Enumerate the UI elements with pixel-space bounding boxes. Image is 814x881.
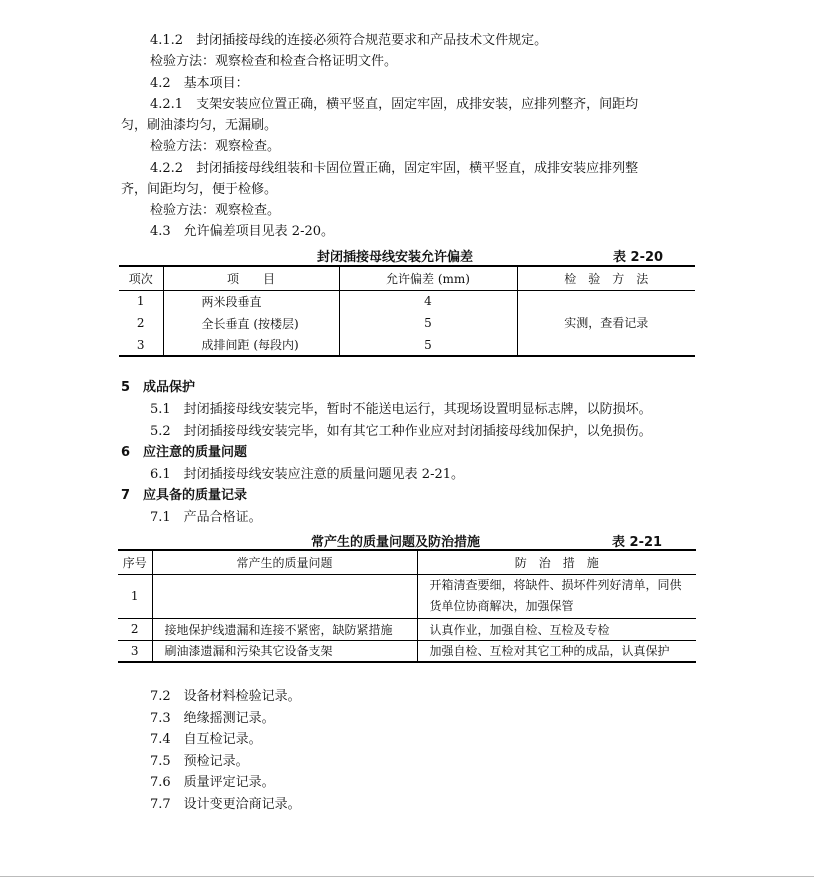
row-problem [152, 574, 417, 618]
header-seq: 序号 [118, 550, 152, 574]
header-method: 检 验 方 法 [564, 271, 649, 286]
clause-4-2-1: 4.2.1 支架安装应位置正确，横平竖直，固定牢固，成排安装，应排列整齐，间距均 [150, 97, 639, 112]
inspection-method: 检验方法：观察检查。 [150, 139, 281, 154]
clause-4-2: 4.2 基本项目： [150, 76, 249, 91]
clause-4-2-2-continued: 齐，间距均匀，便于检修。 [121, 182, 278, 197]
table-2-20-title: 封闭插接母线安装允许偏差 [317, 250, 474, 265]
row-no: 3 [119, 334, 163, 356]
clause-4-2-2: 4.2.2 封闭插接母线组装和卡固位置正确，固定牢固，横平竖直，成排安装应排列整 [150, 161, 639, 176]
row-problem: 刷油漆遗漏和污染其它设备支架 [152, 640, 417, 662]
section-6-heading: 6 应注意的质量问题 [121, 445, 248, 460]
table-row [118, 640, 696, 662]
table-2-21-number: 表 2-21 [612, 535, 663, 550]
clause-4-1-2: 4.1.2 封闭插接母线的连接必须符合规范要求和产品技术文件规定。 [150, 33, 548, 48]
clause-6-1: 6.1 封闭插接母线安装应注意的质量问题见表 2-21。 [150, 467, 465, 482]
page-bottom-divider [0, 876, 814, 877]
clause-7-3: 7.3 绝缘摇测记录。 [150, 711, 275, 726]
row-measure: 认真作业，加强自检、互检及专检 [429, 622, 610, 637]
quality-issues-table [118, 549, 696, 663]
row-no: 2 [118, 618, 152, 640]
row-measure-line: 开箱清查要细，将缺件、损坏件列好清单，同供 [429, 578, 682, 592]
clause-4-2-1-continued: 匀，刷油漆均匀，无漏刷。 [121, 118, 278, 133]
row-problem: 接地保护线遗漏和连接不紧密，缺防紧措施 [152, 618, 417, 640]
clause-7-4: 7.4 自互检记录。 [150, 732, 262, 747]
table-row [119, 290, 695, 312]
header-item: 项 目 [163, 266, 339, 290]
clause-7-7: 7.7 设计变更洽商记录。 [150, 797, 301, 812]
row-method: 实测，查看记录 [564, 316, 649, 331]
row-no: 3 [118, 640, 152, 662]
clause-5-1: 5.1 封闭插接母线安装完毕，暂时不能送电运行，其现场设置明显标志牌，以防损坏。 [150, 402, 652, 417]
section-5-heading: 5 成品保护 [121, 380, 196, 395]
row-item: 成排间距 (每段内) [163, 334, 339, 356]
row-measure-line: 货单位协商解决，加强保管 [429, 599, 574, 613]
header-tolerance: 允许偏差 (mm) [339, 266, 517, 290]
row-no: 1 [119, 290, 163, 312]
inspection-method: 检验方法：观察检查。 [150, 203, 281, 218]
header-item-no: 项次 [119, 266, 163, 290]
inspection-method: 检验方法：观察检查和检查合格证明文件。 [150, 54, 398, 69]
clause-7-2: 7.2 设备材料检验记录。 [150, 689, 301, 704]
row-measure [417, 574, 696, 618]
table-2-21-title: 常产生的质量问题及防治措施 [311, 535, 481, 550]
header-problem: 常产生的质量问题 [152, 550, 417, 574]
clause-7-6: 7.6 质量评定记录。 [150, 775, 275, 790]
table-2-20-number: 表 2-20 [613, 250, 664, 265]
table-row [118, 574, 696, 618]
row-measure: 加强自检、互检对其它工种的成品，认真保护 [429, 644, 670, 659]
clause-7-5: 7.5 预检记录。 [150, 754, 249, 769]
row-tolerance: 5 [339, 312, 517, 334]
row-item: 全长垂直 (按楼层) [163, 312, 339, 334]
section-7-heading: 7 应具备的质量记录 [121, 488, 248, 503]
clause-7-1: 7.1 产品合格证。 [150, 510, 262, 525]
row-item: 两米段垂直 [163, 290, 339, 312]
clause-5-2: 5.2 封闭插接母线安装完毕，如有其它工种作业应对封闭插接母线加保护，以免损伤。 [150, 424, 652, 439]
row-tolerance: 4 [339, 290, 517, 312]
row-tolerance: 5 [339, 334, 517, 356]
row-no: 2 [119, 312, 163, 334]
header-measure: 防 治 措 施 [514, 555, 599, 570]
clause-4-3: 4.3 允许偏差项目见表 2-20。 [150, 224, 335, 239]
table-row [118, 618, 696, 640]
tolerance-table [119, 265, 695, 357]
row-no: 1 [118, 574, 152, 618]
